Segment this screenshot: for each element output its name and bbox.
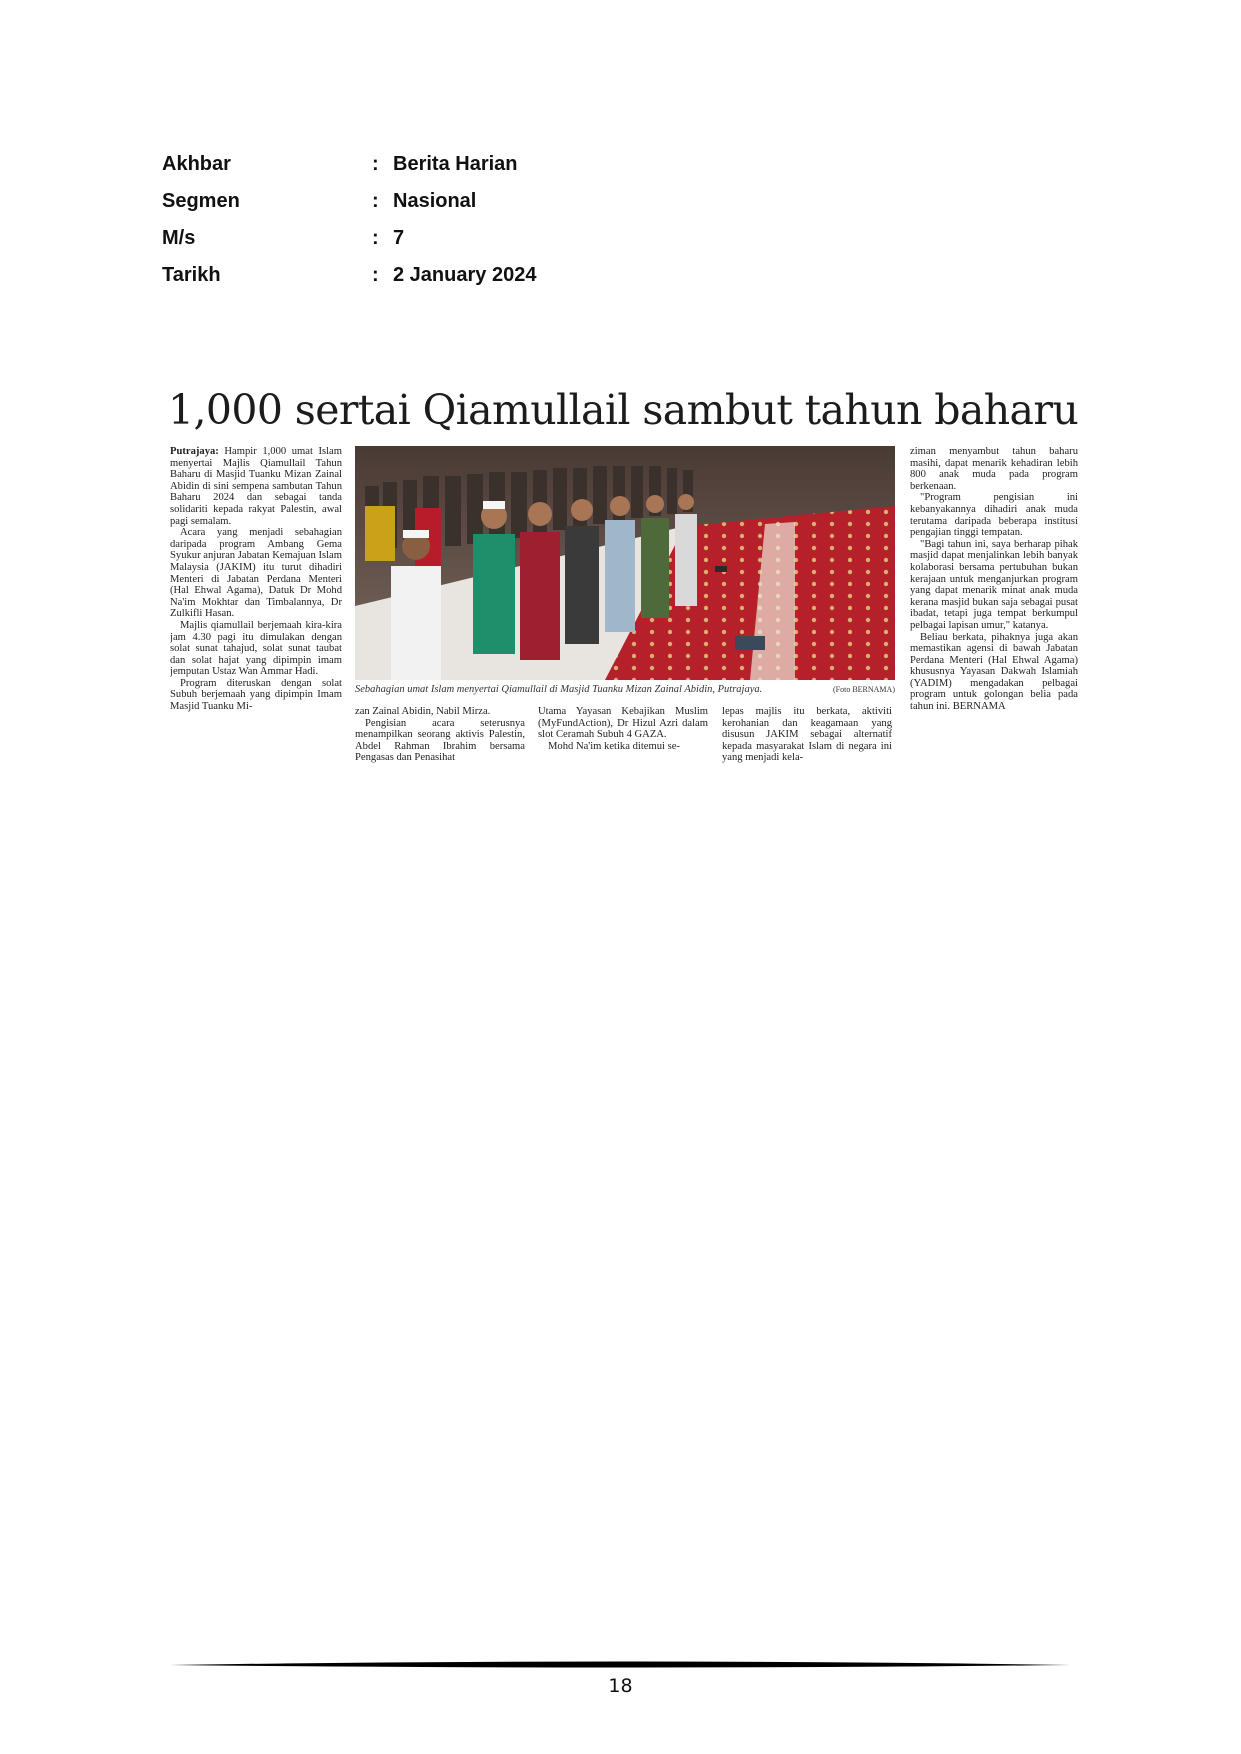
paragraph: ziman menyambut tahun baharu masihi, dapat menarik kehadiran lebih 800 anak muda pada program berkenaan.: [910, 446, 1078, 492]
mosque-prayer-photo: [355, 446, 895, 680]
paragraph: Program diteruskan dengan solat Subuh berjemaah yang dipimpin Imam Masjid Tuanku Mi-: [170, 677, 342, 713]
article-headline: 1,000 sertai Qiamullail sambut tahun baharu: [168, 386, 1079, 434]
photo-credit: (Foto BERNAMA): [832, 685, 895, 694]
byline: BERNAMA: [952, 701, 1006, 713]
meta-label: M/s: [162, 227, 196, 249]
page-number: 18: [608, 1675, 633, 1697]
paragraph: Acara yang menjadi sebahagian daripada program Ambang Gema Syukur anjuran Jabatan Kemajuan Islam Malaysia (JAKIM) itu turut dihadiri Menteri di Jabatan Perdana Menteri (Hal Ehwal Agama), Datuk Dr Mohd Na'im Mokhtar dan Timbalannya, Dr Zulkifli Hasan.: [170, 527, 342, 620]
caption-text: Sebahagian umat Islam menyertai Qiamullail di Masjid Tuanku Mizan Zainal Abidin, Putrajaya.: [355, 684, 763, 695]
paragraph-text: Beliau berkata, pihaknya juga akan memastikan agensi di bawah Jabatan Perdana Menteri (Hal Ehwal Agama) khususnya Yayasan Dakwah Islamiah (YADIM) mengadakan pelbagai program untuk golongan belia pada tahun ini.: [910, 631, 1078, 713]
meta-separator: :: [372, 190, 379, 212]
article-column-3: [538, 706, 708, 772]
dateline: Putrajaya:: [170, 446, 219, 457]
paragraph: Mohd Na'im ketika ditemui se-: [548, 740, 680, 752]
meta-value: Berita Harian: [393, 153, 518, 175]
paragraph: Utama Yayasan Kebajikan Muslim (MyFundAction), Dr Hizul Azri dalam slot Ceramah Subuh 4 GAZA.: [538, 706, 708, 741]
paragraph: [910, 632, 1078, 713]
meta-separator: :: [372, 153, 379, 175]
article-column-4: [722, 706, 892, 772]
paragraph: "Program pengisian ini kebanyakannya dihadiri anak muda terutama daripada beberapa institusi pengajian tinggi tempatan.: [910, 492, 1078, 539]
footer-rule: [170, 1660, 1070, 1670]
meta-separator: :: [372, 264, 379, 286]
meta-value: 7: [393, 227, 405, 249]
paragraph: "Bagi tahun ini, saya berharap pihak masjid dapat menjalinkan lebih banyak kolaborasi bersama pertubuhan bukan kerajaan untuk menganjurkan program yang dapat menarik minat anak muda kerana masjid bukan saja sebagai pusat ibadat, tetapi juga tempat berkumpul pelbagai lapisan umur," katanya.: [910, 538, 1078, 631]
meta-value: Nasional: [393, 190, 477, 212]
meta-label: Tarikh: [162, 264, 221, 286]
article-column-2: [355, 706, 525, 772]
paragraph: Majlis qiamullail berjemaah kira-kira jam 4.30 pagi itu dimulakan dengan solat sunat tahajud, solat sunat taubat dan solat hajat yang dipimpin imam jemputan Ustaz Wan Ammar Hadi.: [170, 619, 342, 678]
newspaper-clipping: [166, 384, 1078, 770]
meta-value: 2 January 2024: [393, 264, 537, 286]
meta-label: Akhbar: [162, 153, 231, 175]
meta-separator: :: [372, 227, 379, 249]
paragraph: zan Zainal Abidin, Nabil Mirza.: [355, 706, 491, 717]
paragraph: lepas majlis itu berkata, aktiviti kerohanian dan keagamaan yang disusun JAKIM sebagai alternatif kepada masyarakat Islam di negara ini yang menjadi kela-: [722, 706, 892, 764]
article-column-1: [170, 446, 342, 768]
article-column-5: [910, 446, 1078, 768]
paragraph: Pengisian acara seterusnya menampilkan seorang aktivis Palestin, Abdel Rahman Ibrahim bersama Pengasas dan Penasihat: [355, 717, 525, 764]
meta-label: Segmen: [162, 190, 240, 212]
lead-paragraph: [170, 446, 342, 527]
lead-text: Hampir 1,000 umat Islam menyertai Majlis Qiamullail Tahun Baharu di Masjid Tuanku Mizan Zainal Abidin di sini sempena sambutan Tahun Baharu 2024 dan sebagai tanda solidariti kepada rakyat Palestin, awal pagi semalam.: [170, 446, 342, 527]
photo-caption: [355, 682, 895, 698]
news-photo: [355, 446, 895, 680]
